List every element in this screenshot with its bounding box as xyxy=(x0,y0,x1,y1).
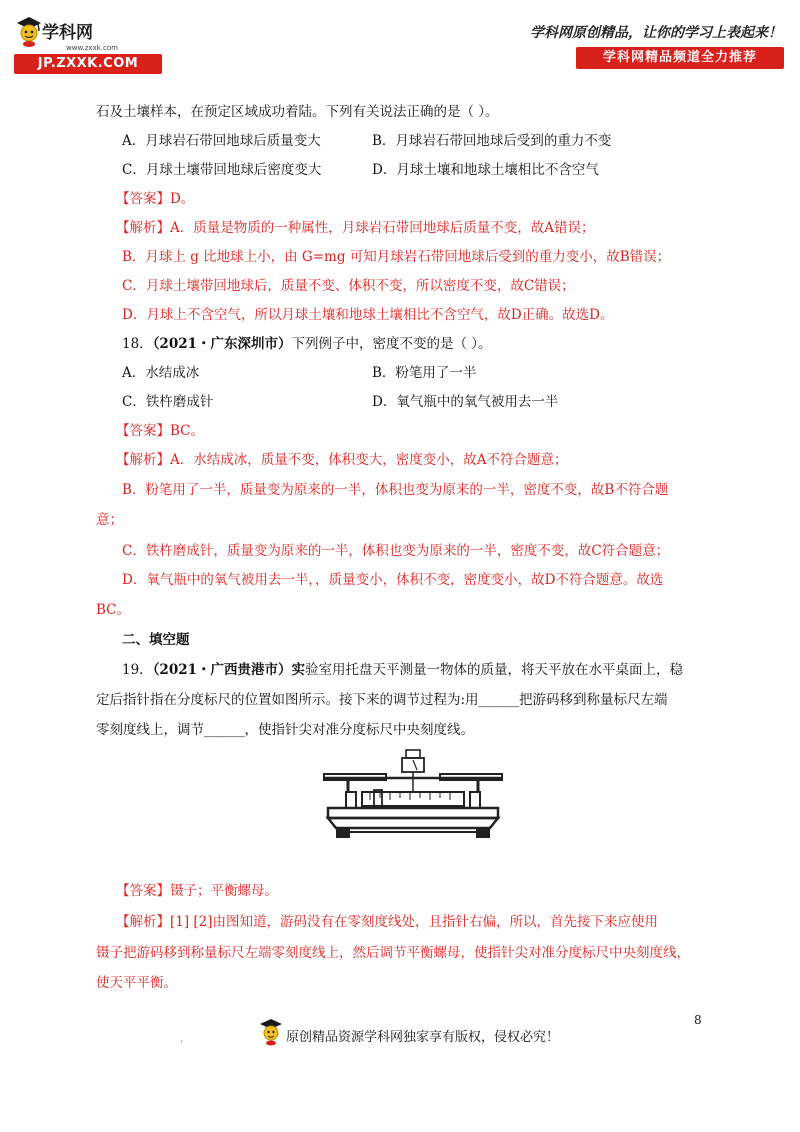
q17-explanation-d: D．月球上不含空气，所以月球土壤和地球土壤相比不含空气，故D正确。故选D。 xyxy=(122,307,614,323)
q18-option-b: B．粉笔用了一半 xyxy=(372,365,477,381)
logo-sub: www.zxxk.com xyxy=(66,44,118,52)
mascot-icon xyxy=(14,14,44,48)
q17-stem: 石及土壤样本，在预定区域成功着陆。下列有关说法正确的是（ ）。 xyxy=(96,104,499,120)
q18-option-d: D．氧气瓶中的氧气被用去一半 xyxy=(372,394,559,410)
header-slogan: 学科网原创精品，让你的学习上表起来！ xyxy=(530,25,782,41)
q18-stem-text: 下列例子中，密度不变的是（ ）。 xyxy=(291,336,492,352)
q19-explanation-label: 【解析】 xyxy=(116,914,170,930)
q19-explanation-line2: 镊子把游码移到称量标尺左端零刻度线上，然后调节平衡螺母，使指针尖对准分度标尺中央刻度线， xyxy=(96,945,690,961)
q19-explanation-line1 xyxy=(116,910,658,930)
q18-explanation-label: 【解析】 xyxy=(116,452,170,468)
q18-explanation-a xyxy=(116,448,568,468)
q18-stem xyxy=(122,332,492,352)
q19-answer-text: 镊子；平衡螺母。 xyxy=(170,883,278,899)
logo-name: 学科网 xyxy=(42,22,93,43)
q18-answer: 【答案】BC。 xyxy=(116,423,205,439)
q17-explanation-a-text: A．质量是物质的一种属性，月球岩石带回地球后质量不变，故A错误； xyxy=(170,220,595,236)
q19-answer-label: 【答案】 xyxy=(116,883,170,899)
q17-option-b: B．月球岩石带回地球后受到的重力不变 xyxy=(372,133,612,149)
logo-url[interactable]: JP.ZXXK.COM xyxy=(14,54,162,74)
q18-option-a: A．水结成冰 xyxy=(122,365,200,381)
q19-stem-text: 验室用托盘天平测量一物体的质量，将天平放在水平桌面上，稳 xyxy=(305,662,684,678)
q18-explanation-c: C．铁杵磨成针，质量变为原来的一半，体积也变为原来的一半，密度不变，故C符合题意； xyxy=(122,543,670,559)
q17-option-a: A．月球岩石带回地球后质量变大 xyxy=(122,133,321,149)
footer-copyright: 原创精品资源学科网独家享有版权，侵权必究！ xyxy=(286,1030,560,1045)
q17-answer: 【答案】D。 xyxy=(116,191,195,207)
header-slogan-bar: 学科网精品频道全力推荐 xyxy=(576,47,784,69)
q17-explanation-b: B．月球上 g 比地球上小，由 G=mg 可知月球岩石带回地球后受到的重力变小，故B错误； xyxy=(122,249,671,265)
q18-option-c: C．铁杵磨成针 xyxy=(122,394,214,410)
q18-explanation-b-line2: 意； xyxy=(96,512,123,528)
q18-source: （2021・广东深圳市） xyxy=(152,336,292,352)
site-logo[interactable] xyxy=(14,14,162,74)
page-number: 8 xyxy=(694,1013,702,1027)
q19-number: 19． xyxy=(122,662,153,678)
q19-stem-bold: 实 xyxy=(291,662,306,678)
mascot-icon xyxy=(258,1017,284,1047)
q17-explanation-c: C．月球土壤带回地球后，质量不变、体积不变，所以密度不变，故C错误； xyxy=(122,278,575,294)
q19-stem-line1 xyxy=(122,658,683,678)
q18-explanation-d-line2: BC。 xyxy=(96,602,131,618)
q19-explanation-text: [1] [2]由图知道，游码没有在零刻度线处，且指针右偏，所以，首先接下来应使用 xyxy=(170,914,659,930)
q19-stem-line3: 零刻度线上，调节______，使指针尖对准分度标尺中央刻度线。 xyxy=(96,722,474,738)
q17-option-d: D．月球土壤和地球土壤相比不含空气 xyxy=(372,162,599,178)
q18-number: 18． xyxy=(122,336,153,352)
q19-answer xyxy=(116,879,278,899)
q18-explanation-d-line1: D．氧气瓶中的氧气被用去一半，，质量变小，体积不变，密度变小，故D不符合题意。故选 xyxy=(122,572,664,588)
q19-explanation-line3: 使天平平衡。 xyxy=(96,975,177,991)
q19-source: （2021・广西贵港市） xyxy=(152,662,292,678)
footer-dot: . xyxy=(180,1034,184,1045)
q18-explanation-b-line1: B．粉笔用了一半，质量变为原来的一半，体积也变为原来的一半，密度不变，故B不符合题 xyxy=(122,482,669,498)
q17-explanation-label: 【解析】 xyxy=(116,220,170,236)
q17-option-c: C．月球土壤带回地球后密度变大 xyxy=(122,162,322,178)
balance-diagram xyxy=(318,748,508,844)
q19-stem-line2: 定后指针指在分度标尺的位置如图所示。接下来的调节过程为:用______把游码移到称量标尺左端 xyxy=(96,692,668,708)
q17-explanation-a xyxy=(116,216,595,236)
section-title: 二、填空题 xyxy=(122,632,190,648)
q18-explanation-a-text: A．水结成冰，质量不变，体积变大，密度变小，故A不符合题意； xyxy=(170,452,568,468)
